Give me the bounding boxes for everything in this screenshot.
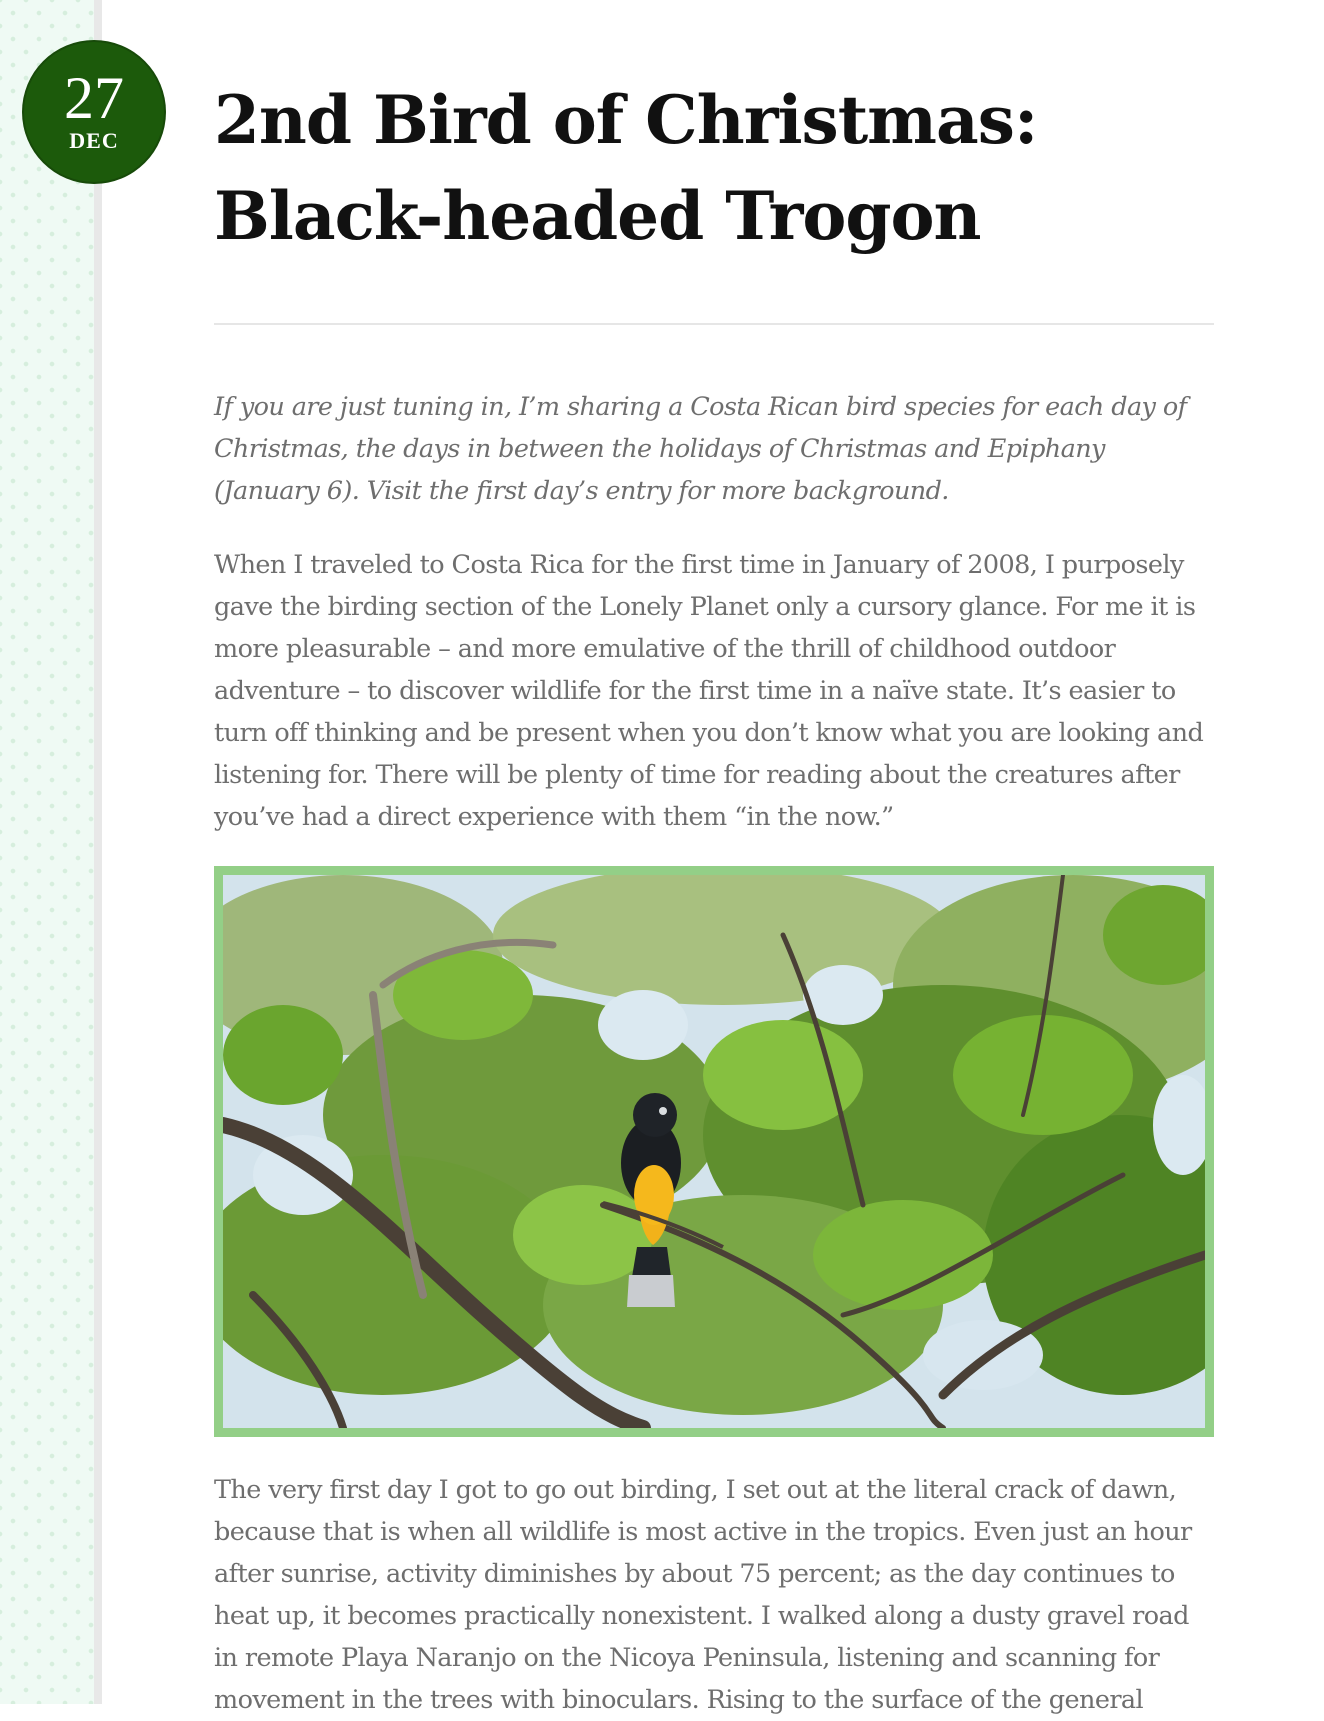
date-month: DEC [69,128,119,153]
post-title: 2nd Bird of Christmas: Black-headed Trogon [214,81,1038,255]
background-pattern-strip [0,0,94,1704]
body-paragraph-2: The very first day I got to go out birding, I set out at the literal crack of dawn, because that is when all wildlife is most active in the tropics. Even just an hour after sunrise, activity diminishes by about 75 percent; as the day continues to heat up, it becomes practically nonexistent. I walked along a dusty gravel road in remote Playa Naranjo on the Nicoya Peninsula, listening and scanning for movement in the trees with binoculars. Rising to the surface of the general [214,1475,1192,1715]
body-paragraph-1: When I traveled to Costa Rica for the first time in January of 2008, I purposely gave the birding section of the Lonely Planet only a cursory glance. For me it is more pleasurable – and more emulative of the thrill of childhood outdoor adventure – to discover wildlife for the first time in a naïve state. It’s easier to turn off thinking and be present when you don’t know what you are looking and listening for. There will be plenty of time for reading about the creatures after you’ve had a direct experience with them “in the now.” [214,550,1204,832]
bird-photo[interactable] [223,875,1205,1428]
date-day: 27 [64,65,124,131]
title-divider [214,323,1214,325]
intro-paragraph: If you are just tuning in, I’m sharing a Costa Rican bird species for each day of Christmas, the days in between the holidays of Christmas and Epiphany (January 6). Visit the first day’s entry for more background. [214,392,1187,506]
bird-photo-frame [214,866,1214,1437]
date-badge [24,42,164,182]
sidebar-edge [94,0,102,1704]
